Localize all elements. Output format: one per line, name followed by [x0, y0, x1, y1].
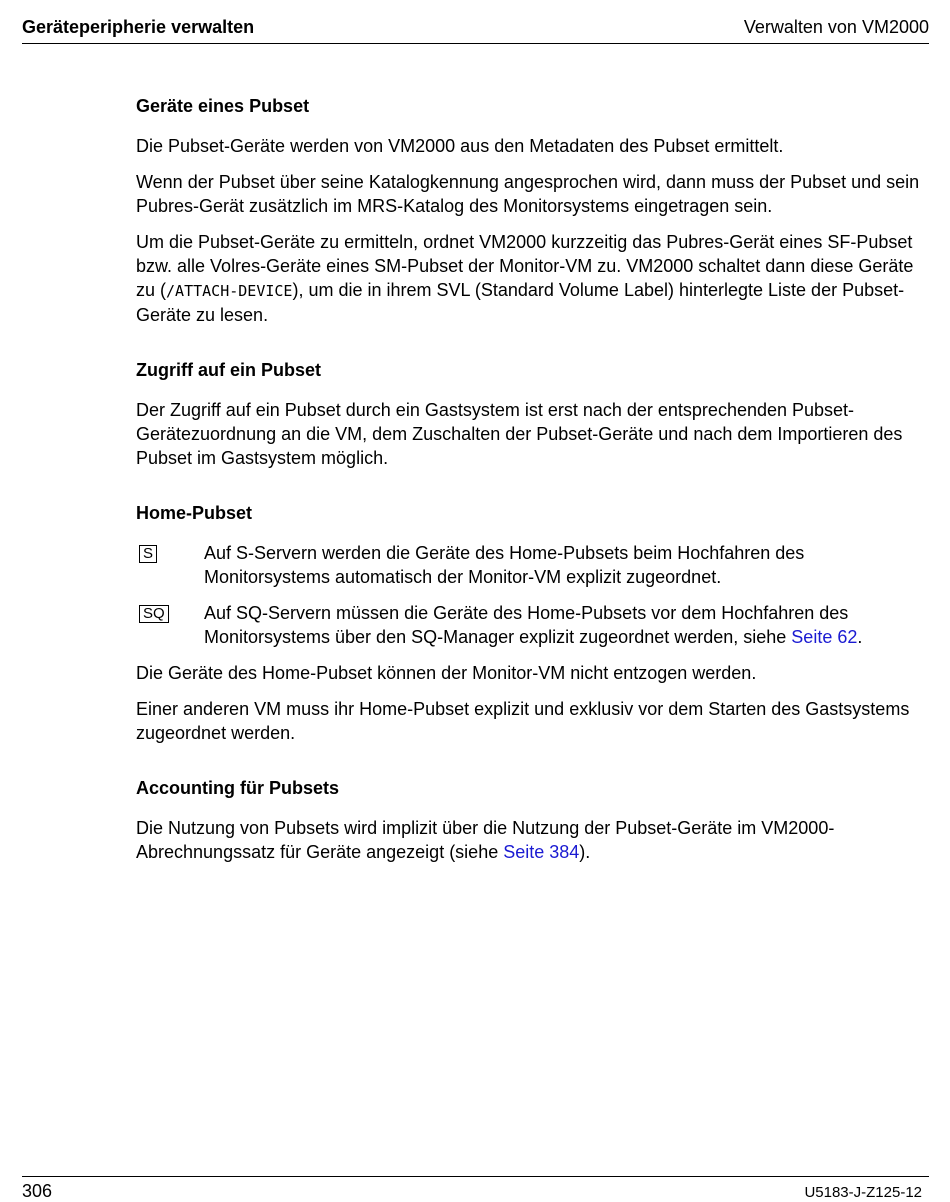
platform-note-s [136, 541, 930, 589]
page-content [136, 94, 930, 895]
paragraph [136, 230, 930, 327]
page-header [22, 15, 929, 44]
paragraph: Der Zugriff auf ein Pubset durch ein Gastsystem ist erst nach der entsprechenden Pubset-Gerätezuordnung an die VM, dem Zuschalten der Pubset-Geräte und nach dem Importieren des Pubset im Gastsystem möglich. [136, 400, 903, 468]
document-id: U5183-J-Z125-12 [804, 1184, 922, 1201]
platform-note-text: . [857, 627, 863, 647]
section-home-pubset [136, 501, 930, 745]
paragraph-text: Die Nutzung von Pubsets wird implizit über die Nutzung der Pubset-Geräte im VM2000-Abrechnungssatz für Geräte angezeigt (siehe [136, 818, 835, 862]
paragraph-text: Um die Pubset-Geräte zu ermitteln, ordnet VM2000 kurzzeitig das Pubres-Gerät eines SF-Pubset bzw. alle Volres-Geräte eines SM-Pubset der Monitor-VM zu. VM2000 schaltet dann diese Geräte zu ( [136, 232, 914, 300]
section-geraete-eines-pubset [136, 94, 930, 327]
paragraph: Die Geräte des Home-Pubset können der Monitor-VM nicht entzogen werden. [136, 663, 757, 683]
paragraph: Wenn der Pubset über seine Katalogkennung angesprochen wird, dann muss der Pubset und sein Pubres-Gerät zusätzlich im MRS-Katalog des Monitorsystems eingetragen sein. [136, 172, 920, 216]
platform-tag: SQ [139, 605, 169, 623]
paragraph: Die Pubset-Geräte werden von VM2000 aus den Metadaten des Pubset ermittelt. [136, 136, 784, 156]
page-number: 306 [22, 1181, 53, 1201]
platform-note-sq [136, 601, 930, 649]
platform-note-text: Auf S-Servern werden die Geräte des Home-Pubsets beim Hochfahren des Monitorsystems automatisch der Monitor-VM explizit zugeordnet. [204, 543, 805, 587]
section-accounting [136, 776, 930, 864]
paragraph: Einer anderen VM muss ihr Home-Pubset explizit und exklusiv vor dem Starten des Gastsystems zugeordnet werden. [136, 699, 910, 743]
platform-tag: S [139, 545, 157, 563]
page-link-384[interactable]: Seite 384 [503, 842, 580, 862]
section-heading: Accounting für Pubsets [136, 778, 340, 798]
section-heading: Geräte eines Pubset [136, 96, 310, 116]
paragraph-text: ), um die in ihrem SVL (Standard Volume Label) hinterlegte Liste der Pubset-Geräte zu lesen. [136, 280, 905, 325]
section-heading: Home-Pubset [136, 503, 253, 523]
platform-note-text: Auf SQ-Servern müssen die Geräte des Home-Pubsets vor dem Hochfahren des Monitorsystems über den SQ-Manager explizit zugeordnet werden, siehe [204, 603, 849, 647]
paragraph [136, 816, 930, 864]
command-name: /ATTACH-DEVICE [166, 282, 293, 300]
page-footer [22, 1176, 929, 1200]
section-title: Verwalten von VM2000 [743, 17, 929, 37]
paragraph-text: ). [579, 842, 591, 862]
page-link-62[interactable]: Seite 62 [791, 627, 858, 647]
section-heading: Zugriff auf ein Pubset [136, 360, 322, 380]
section-zugriff [136, 358, 930, 470]
chapter-title: Geräteperipherie verwalten [22, 17, 255, 37]
